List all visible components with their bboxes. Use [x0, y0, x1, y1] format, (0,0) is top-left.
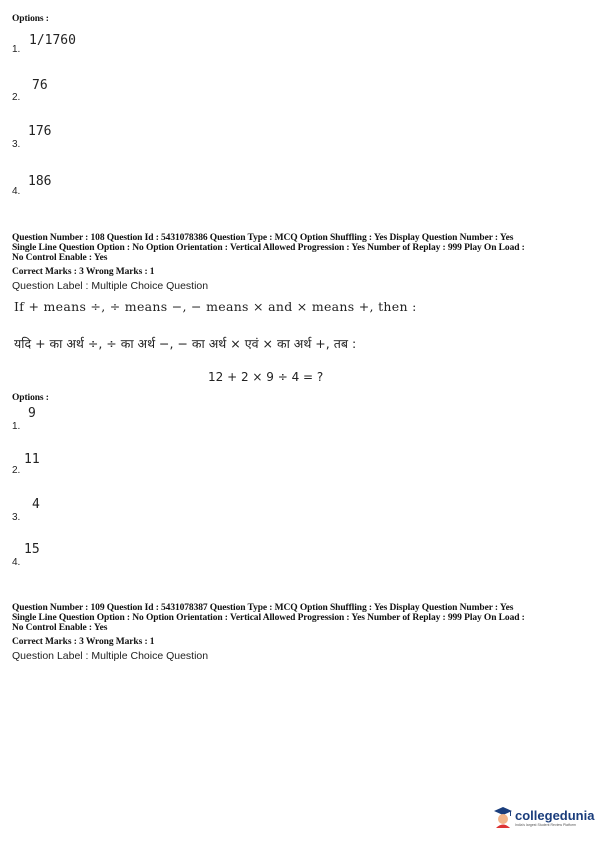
- q109-meta-line2: Single Line Question Option : No Option Orientation : Vertical Allowed Progression : Yes Number of Replay : 999 Play On Load :: [12, 613, 525, 623]
- q108-meta-line2: Single Line Question Option : No Option Orientation : Vertical Allowed Progression : Yes Number of Replay : 999 Play On Load :: [12, 243, 525, 253]
- q108-question-english: If + means ÷, ÷ means −, − means × and × means +, then :: [14, 299, 417, 314]
- logo-tagline: India's largest Student Review Platform: [515, 822, 576, 827]
- q108-meta-line3: No Control Enable : Yes: [12, 253, 108, 263]
- q108-option-number-4: 4.: [12, 557, 21, 568]
- q109-question-label: Question Label : Multiple Choice Question: [12, 650, 209, 662]
- q108-question-label: Question Label : Multiple Choice Question: [12, 280, 209, 292]
- q108-option-number-2: 2.: [12, 465, 21, 476]
- q108-option-value-1: 9: [28, 406, 36, 421]
- options-heading: Options :: [12, 14, 49, 24]
- q109-meta-line1: Question Number : 109 Question Id : 5431078387 Question Type : MCQ Option Shuffling : Yes Display Question Number : Yes: [12, 603, 514, 613]
- q108-option-value-3: 4: [32, 497, 40, 512]
- q109-marks: Correct Marks : 3 Wrong Marks : 1: [12, 637, 155, 647]
- q108-question-hindi: यदि + का अर्थ ÷, ÷ का अर्थ −, − का अर्थ × एवं × का अर्थ +, तब :: [14, 336, 357, 351]
- q109-meta-line3: No Control Enable : Yes: [12, 623, 108, 633]
- option-number-4: 4.: [12, 186, 21, 197]
- collegedunia-logo: [493, 806, 594, 828]
- q108-option-value-4: 15: [24, 542, 40, 557]
- q108-option-value-2: 11: [24, 452, 40, 467]
- option-number-3: 3.: [12, 139, 21, 150]
- q108-option-number-1: 1.: [12, 421, 21, 432]
- q108-marks: Correct Marks : 3 Wrong Marks : 1: [12, 267, 155, 277]
- option-value-3: 176: [28, 124, 52, 139]
- q108-options-heading: Options :: [12, 393, 49, 403]
- option-number-1: 1.: [12, 44, 21, 55]
- q108-expression: 12 + 2 × 9 ÷ 4 = ?: [208, 370, 324, 384]
- q108-meta-line1: Question Number : 108 Question Id : 5431078386 Question Type : MCQ Option Shuffling : Yes Display Question Number : Yes: [12, 233, 514, 243]
- option-value-1: 1/1760: [29, 33, 76, 48]
- option-value-4: 186: [28, 174, 52, 189]
- option-value-2: 76: [32, 78, 48, 93]
- logo-name: collegedunia: [515, 807, 595, 823]
- graduate-icon: [493, 806, 513, 828]
- q108-option-number-3: 3.: [12, 512, 21, 523]
- option-number-2: 2.: [12, 92, 21, 103]
